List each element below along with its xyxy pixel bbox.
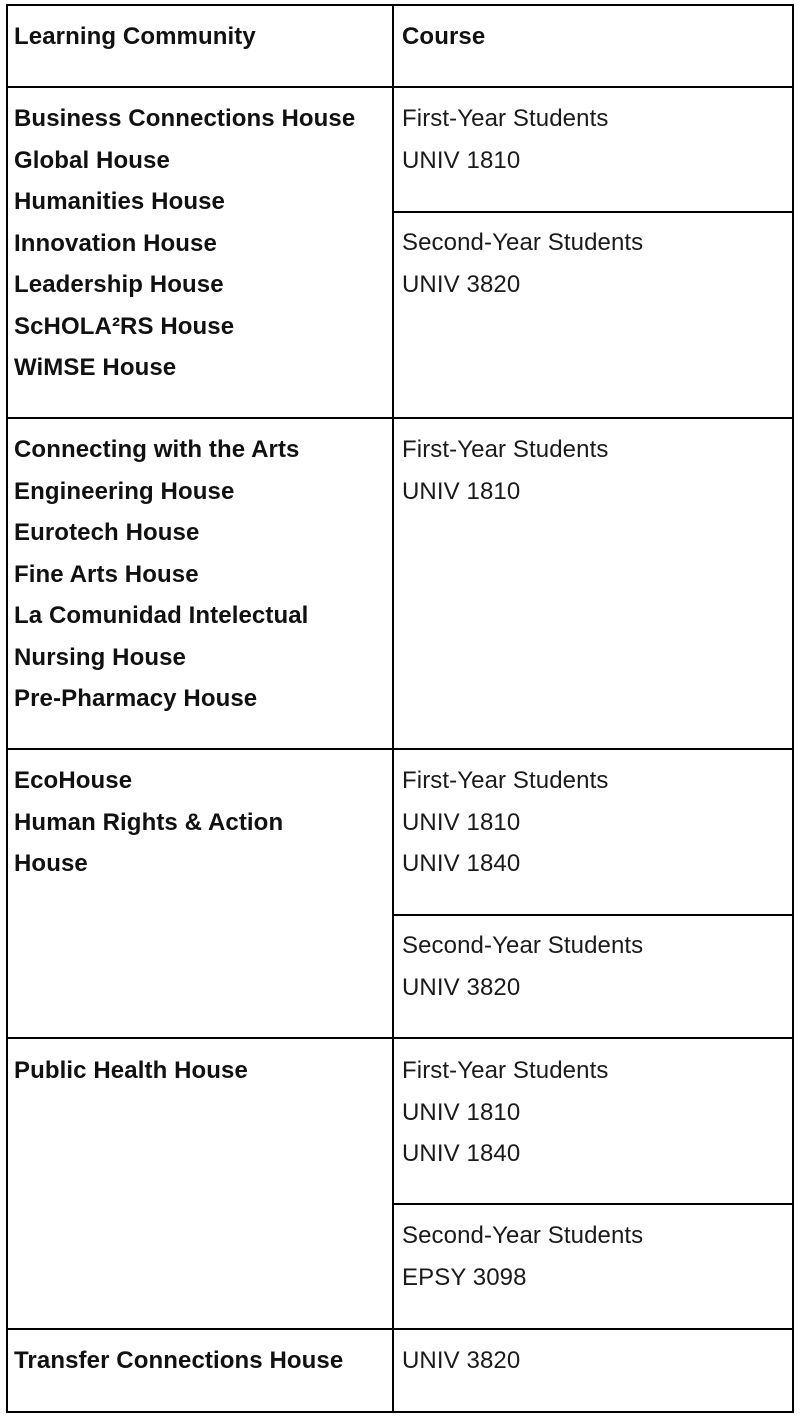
row4-course-divider: [392, 1203, 794, 1205]
community-name: House: [14, 850, 88, 877]
community-name: Nursing House: [14, 643, 186, 671]
row3-course-divider: [392, 914, 794, 916]
row2-divider: [6, 748, 794, 750]
community-name: Humanities House: [14, 188, 225, 215]
community-name: WiMSE House: [14, 354, 177, 381]
community-name: La Comunidad Intelectual: [14, 602, 309, 629]
header-learning-community: Learning Community: [14, 23, 256, 50]
course-line: UNIV 1840: [402, 1140, 521, 1167]
column-divider: [392, 4, 394, 1413]
course-line: First-Year Students: [402, 105, 609, 132]
course-line: UNIV 3820: [402, 270, 521, 298]
header-divider: [6, 86, 794, 88]
course-line: Second-Year Students: [402, 229, 644, 256]
community-name: Business Connections House: [14, 105, 356, 132]
header-course: Course: [402, 23, 486, 50]
community-name: Leadership House: [14, 271, 224, 298]
course-line: UNIV 1810: [402, 1098, 521, 1126]
course-line: UNIV 3820: [402, 973, 521, 1001]
row1-course-group1: [402, 98, 608, 181]
table-border-left: [6, 4, 8, 1413]
course-line: UNIV 1810: [402, 477, 521, 505]
course-line: First-Year Students: [402, 1057, 609, 1084]
community-name: Innovation House: [14, 229, 217, 257]
community-name: Connecting with the Arts: [14, 436, 300, 463]
community-name: Engineering House: [14, 477, 235, 505]
community-name: EcoHouse: [14, 767, 133, 794]
table-border-bottom: [6, 1411, 794, 1413]
community-name: ScHOLA²RS House: [14, 312, 235, 340]
row2-course-group1: [402, 429, 608, 512]
row3-course-group1: [402, 760, 608, 885]
row1-communities: [14, 98, 355, 389]
community-name: Pre-Pharmacy House: [14, 685, 258, 712]
row5-communities: [14, 1340, 343, 1382]
row2-communities: [14, 429, 308, 720]
row4-course-group1: [402, 1050, 608, 1175]
row4-divider: [6, 1328, 794, 1330]
table-border-right: [792, 4, 794, 1413]
row5-course-group1: [402, 1340, 520, 1382]
community-name: Global House: [14, 146, 170, 174]
row4-communities: [14, 1050, 248, 1092]
community-name: Fine Arts House: [14, 560, 199, 588]
course-line: EPSY 3098: [402, 1263, 527, 1291]
course-line: First-Year Students: [402, 767, 609, 794]
course-line: UNIV 1810: [402, 808, 521, 836]
course-line: UNIV 1810: [402, 146, 521, 174]
row1-course-group2: [402, 222, 643, 305]
row4-course-group2: [402, 1215, 643, 1298]
course-line: Second-Year Students: [402, 1222, 644, 1249]
row3-communities: [14, 760, 283, 885]
row1-course-divider: [392, 211, 794, 213]
row3-course-group2: [402, 925, 643, 1008]
row1-divider: [6, 417, 794, 419]
row3-divider: [6, 1037, 794, 1039]
course-line: First-Year Students: [402, 436, 609, 463]
community-name: Eurotech House: [14, 519, 200, 546]
course-line: UNIV 1840: [402, 850, 521, 877]
community-name: Transfer Connections House: [14, 1347, 344, 1374]
community-name: Public Health House: [14, 1057, 248, 1084]
table-border-top: [6, 4, 794, 6]
community-name: Human Rights & Action: [14, 808, 284, 836]
course-line: UNIV 3820: [402, 1347, 521, 1374]
course-line: Second-Year Students: [402, 932, 644, 959]
